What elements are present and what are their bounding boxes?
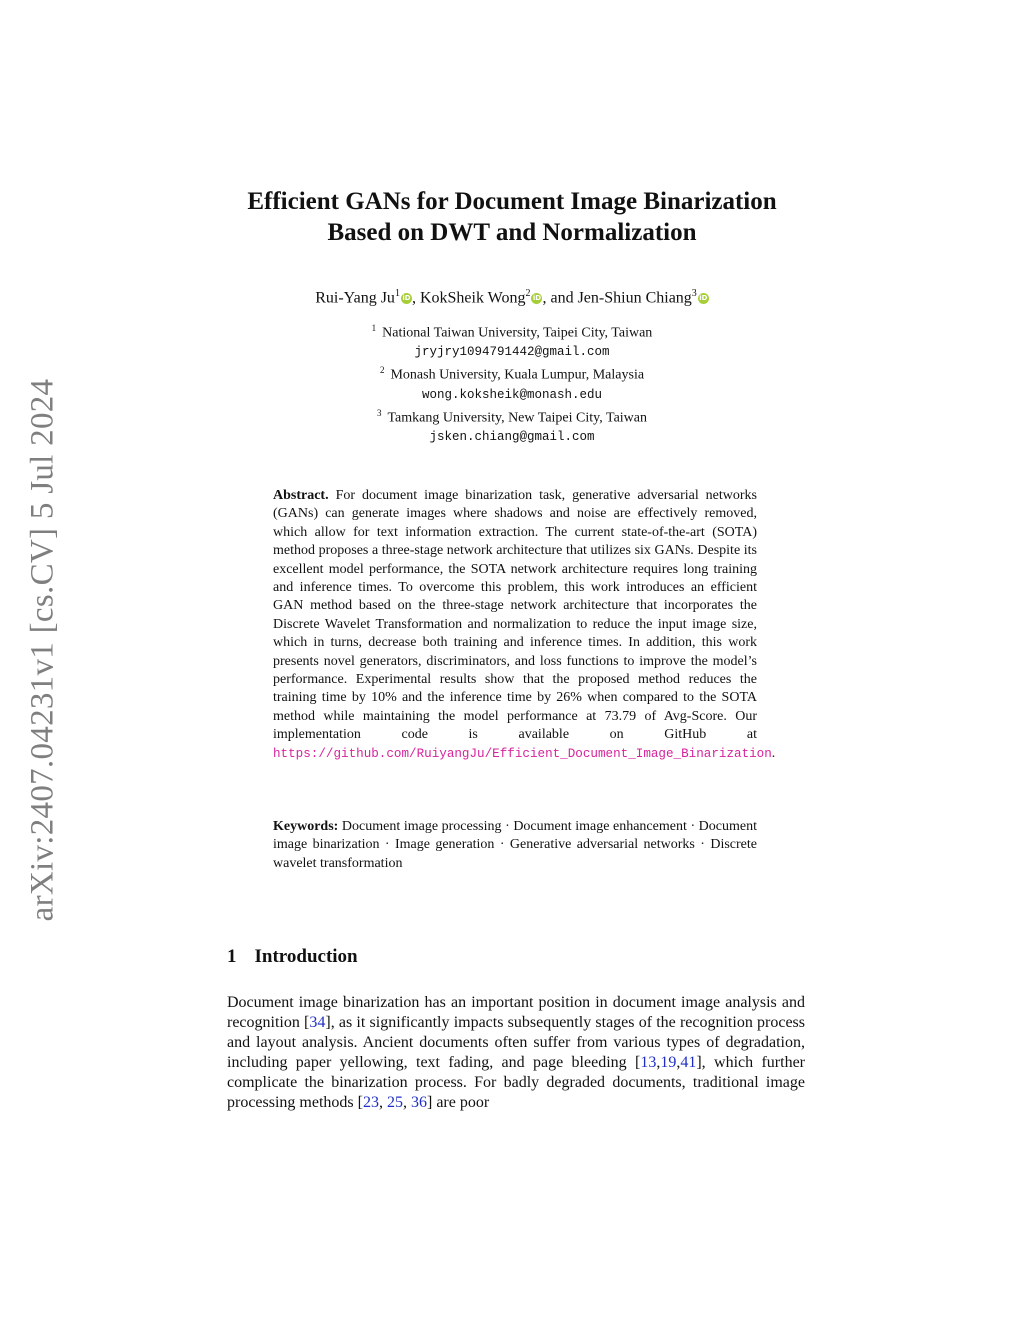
affiliation-email: jryjry1094791442@gmail.com (414, 345, 610, 360)
citation-separator: , (378, 1094, 387, 1111)
affiliation-mark: 2 (379, 365, 385, 376)
citation-link[interactable]: 36 (410, 1094, 427, 1111)
abstract-label: Abstract. (273, 488, 329, 503)
author-affiliation-mark: 2 (525, 288, 531, 299)
affiliation-institution: Tamkang University, New Taipei City, Taiwan (387, 410, 647, 426)
abstract-end: . (771, 745, 776, 761)
abstract-text: For document image binarization task, generative adversarial networks (GANs) can generate images where shadows and noise are effectively removed, which allow for text information extraction. The current state-of-the-art (SOTA) method proposes a three-stage network architecture that utilizes six GANs. Despite its excellent model performance, the SOTA network architecture requires long training and inference times. To overcome this problem, this work introduces an efficient GAN method based on the three-stage network architecture that incorporates the Discrete Wavelet Transformation and normalization to reduce the input image size, which in turns, decrease both training and inference times. In addition, this work presents novel generators, discriminators, and loss functions to improve the model’s performance. Experimental results show that the proposed method reduces the training time by 10% and the inference time by 26% when compared to the SOTA method while maintaining the model performance at 73.79 of Avg-Score. Our implementation code is available on GitHub at (273, 488, 757, 743)
author-affiliation-mark: 1 (394, 288, 400, 299)
arxiv-identifier: arXiv:2407.04231v1 [cs.CV] 5 Jul 2024 (24, 378, 61, 922)
abstract (273, 487, 776, 763)
intro-text: ] are poor (426, 1094, 490, 1111)
section-title: Introduction (254, 946, 358, 967)
intro-text: ], as it significantly impacts subsequently stages of the recognition process and layout analysis. Ancient documents often suffer from various types of degradation, including paper yellowing, text fading, and page bleeding [ (227, 1014, 805, 1071)
section-heading (227, 945, 358, 969)
citation-separator: , (656, 1054, 661, 1071)
author-affiliation-mark: 3 (691, 288, 697, 299)
author-separator: , and (542, 289, 578, 307)
citation-link[interactable]: 25 (386, 1094, 403, 1111)
affiliation-email: wong.koksheik@monash.edu (421, 387, 603, 402)
keywords-label: Keywords: (273, 819, 339, 834)
orcid-icon[interactable]: iD (402, 294, 411, 303)
introduction-paragraph (227, 993, 805, 1113)
keywords-text: Document image processing · Document image enhancement · Document image binarization · Image generation · Generative adversarial networks · Discrete wavelet transformation (273, 819, 758, 871)
intro-text: Document image binarization has an important position in document image analysis and recognition [ (227, 994, 805, 1031)
section-number: 1 (227, 946, 237, 967)
affiliation-line (0, 404, 1024, 428)
title-line-2: Based on DWT and Normalization (327, 219, 697, 246)
intro-text: ], which further complicate the binarization process. For badly degraded documents, traditional image processing methods [ (227, 1054, 805, 1111)
affiliation-line (0, 361, 1024, 385)
citation-link[interactable]: 23 (362, 1094, 379, 1111)
orcid-icon[interactable]: iD (699, 294, 708, 303)
citation-separator: , (402, 1094, 411, 1111)
affiliation-institution: National Taiwan University, Taipei City, Taiwan (382, 325, 653, 341)
keywords (273, 818, 757, 873)
author-list (0, 283, 1024, 309)
title-line-1: Efficient GANs for Document Image Binarization (247, 188, 777, 215)
affiliation-email: jsken.chiang@gmail.com (429, 430, 595, 444)
affiliations (0, 319, 1024, 446)
affiliation-institution: Monash University, Kuala Lumpur, Malaysia (390, 368, 645, 384)
author-separator: , (411, 289, 420, 307)
author-name: Jen-Shiun Chiang (577, 289, 692, 307)
paper-title (0, 186, 1024, 248)
citation-link[interactable]: 34 (309, 1014, 326, 1031)
author-name: KokSheik Wong (419, 289, 526, 307)
affiliation-mark: 3 (376, 407, 382, 418)
citation-link[interactable]: 19 (660, 1054, 677, 1071)
orcid-icon[interactable]: iD (532, 294, 542, 303)
affiliation-line (0, 319, 1024, 343)
citation-link[interactable]: 13 (640, 1054, 657, 1071)
citation-separator: , (676, 1054, 681, 1071)
github-link[interactable]: https://github.com/RuiyangJu/Efficient_Document_Image_Binarization (273, 746, 772, 761)
author-name: Rui-Yang Ju (315, 289, 395, 307)
affiliation-mark: 1 (371, 323, 377, 333)
citation-link[interactable]: 41 (680, 1054, 697, 1071)
